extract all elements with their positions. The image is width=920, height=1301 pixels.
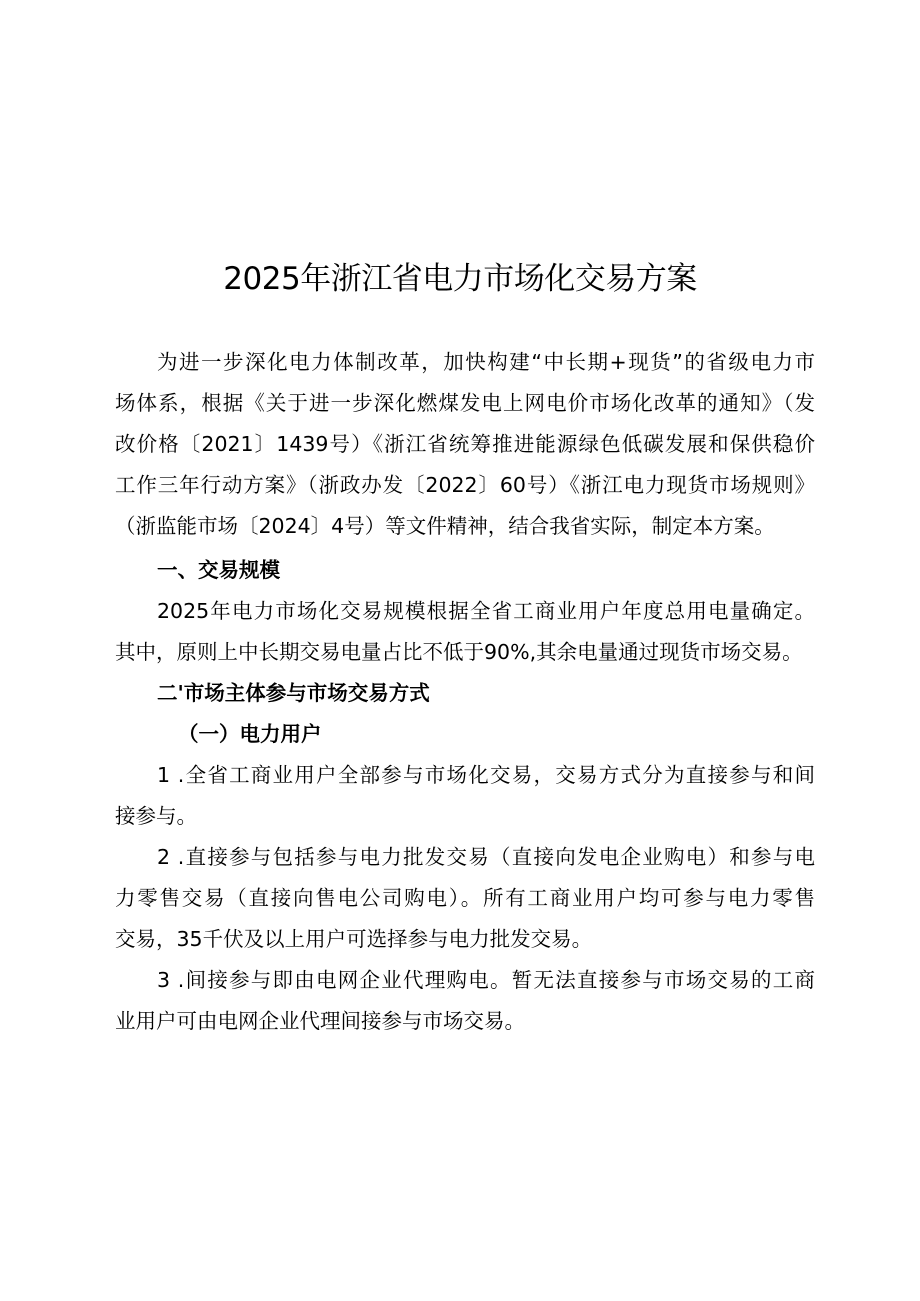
intro-paragraph bbox=[115, 342, 815, 547]
item-3-paragraph bbox=[115, 960, 815, 1042]
intro-line: 为进一步深化电力体制改革，加快构建“中长期+现货”的省级电力市 bbox=[157, 350, 815, 374]
section-heading-scale: 一、交易规模 bbox=[157, 558, 280, 582]
document-title: 2025年浙江省电力市场化交易方案 bbox=[223, 261, 697, 297]
intro-line: 场体系，根据《关于进一步深化燃煤发电上网电价市场化改革的通知》（发 bbox=[115, 391, 815, 415]
item-2-line: 2 .直接参与包括参与电力批发交易（直接向发电企业购电）和参与电 bbox=[157, 845, 815, 869]
item-2-line: 力零售交易（直接向售电公司购电）。所有工商业用户均可参与电力零售 bbox=[115, 886, 815, 910]
intro-line: 工作三年行动方案》（浙政办发〔2022〕60号）《浙江电力现货市场规则》 bbox=[115, 473, 815, 497]
intro-line: 改价格〔2021〕1439号）《浙江省统筹推进能源绿色低碳发展和保供稳价 bbox=[115, 432, 815, 456]
section-heading-participation: 二'市场主体参与市场交易方式 bbox=[157, 681, 430, 705]
section1-line: 其中，原则上中长期交易电量占比不低于90%,其余电量通过现货市场交易。 bbox=[115, 640, 803, 664]
item-1-line: 接参与。 bbox=[115, 804, 197, 828]
intro-line: （浙监能市场〔2024〕4号）等文件精神，结合我省实际，制定本方案。 bbox=[115, 514, 775, 538]
item-3-line: 3 .间接参与即由电网企业代理购电。暂无法直接参与市场交易的工商 bbox=[157, 968, 815, 992]
subsection-heading-users: （一）电力用户 bbox=[178, 722, 322, 746]
item-3-line: 业用户可由电网企业代理间接参与市场交易。 bbox=[115, 1009, 525, 1033]
item-2-paragraph bbox=[115, 837, 815, 960]
section1-line: 2025年电力市场化交易规模根据全省工商业用户年度总用电量确定。 bbox=[157, 599, 815, 623]
section1-paragraph bbox=[115, 591, 815, 673]
item-1-line: 1 .全省工商业用户全部参与市场化交易，交易方式分为直接参与和间 bbox=[157, 763, 815, 787]
item-2-line: 交易，35千伏及以上用户可选择参与电力批发交易。 bbox=[115, 927, 593, 951]
item-1-paragraph bbox=[115, 755, 815, 837]
